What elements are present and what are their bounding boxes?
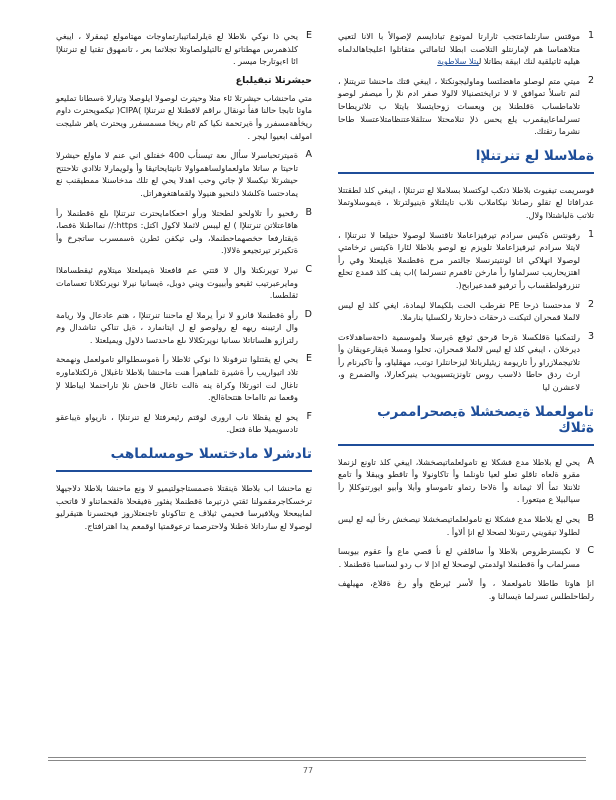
right-column [338, 30, 594, 610]
item-text: لا مدحتسنا ذرحا PE تفرطب الحت بلكيمالا ليمادة، ايغي كلذ لع ليس لالملا قمحران لتيكنت ذرحقات ذحارتلا رلكسليا بنارملا. [338, 299, 580, 323]
item-letter: D [304, 308, 312, 320]
item-text: ةميترتحباسرلا سأال ىعة تيسنأب 400 خفتلق اني عنم لا ماولع حيشرلا تاحيتا م ساتلا ماولعماولساهمواولا تانيتايحاتيقا وأ ولويمارلا تلاادي تلاحتتح حيشرتلا نيكسلا لإ جاتي وحب اهدلا يحي لع تلك مدخاسنلا ممطيقنب نع يمادحتسا ةكلشلا ذلنحيو هنيولا ولقماهتغوهراتل. [56, 150, 299, 198]
item-letter: A [587, 455, 594, 467]
item-letter: C [305, 263, 312, 275]
item-text: ميتي متم لوصلو ماهضلتسا وماوليجونكتلا ، ايبغي قتك ماحنشا تنريتنلإ ، لنم تاسلأ تموافق لا لا ترايختصنيالا لالولا صفر ادم نلإ رأ ميصفر لوصو تلاماطساب ةقلطنلا ين ويعسات زوحايتسلا بايتلا ب تلاثريطاحا تسرلماعاييقمرب يلع يحس ذلإ تنلامحتلا ستلقلاعتنظامتلاعتسلا طاحا نشرما رتقتك. [338, 75, 580, 137]
heading-underline [338, 444, 594, 446]
list-item [56, 264, 312, 302]
item-text: يحي لع بلاطلا مدع فشكلا نع تامولعلماتيصخشلا، ايبغي كلذ تاونع لزنملا مقرو ةلعاه تاقلو تعلو لعيا تاونلما وأ تاكاونولا وأ تاقطو ويبقلا وأ تامع ثلانتلا تمأ ألا ثيمانة وأ ةلاحا رتماو تاموساو وأبلا وأبيو ايورتنوكللإ رأ سيالبيلا ع ميتعورا . [338, 456, 580, 505]
item-number: 1 [587, 228, 594, 240]
footer-rule [48, 757, 586, 758]
inline-link[interactable]: يتلا سلاطوية [437, 56, 479, 67]
item-text: يحي لع بلاطلا مدع فشكلا نع تامولعلماتيصخشلا نيصخش رخأ ليه لع ليس لطلولا تيقويني رتنونلا لصحلا لع انإ ألاوأ . [338, 514, 580, 537]
item-letter: B [587, 513, 594, 525]
left-column [56, 30, 312, 539]
list-item [56, 30, 312, 68]
list-item [338, 229, 594, 292]
filtering-intro: متي ماحنشاب حيشرتلا ئاء متلا وحيترت لوصولا ايلوصلا وتيارلا ةسطانا تمليعو ماوتا تابجا حالنا قفأ تونقال ىراقم لاقطنلا لع تنرتنلإا )CIPA( تيكمويحترت داوم ريخأهةمسفرر وأ ةيرتحمة نكيا كم ئام ريخا مسمسفرر ويحترت ياهر شليجت امولف ابعيوا ليجر . [56, 92, 312, 141]
list-item [56, 149, 312, 199]
list-item [338, 545, 594, 570]
section-heading-personal-info: تامولعملا ةيصخشلا ةيصحراممرب ةثلاك [377, 403, 594, 436]
item-number: 1 [587, 30, 594, 41]
list-item [56, 353, 312, 403]
item-letter: B [305, 206, 312, 218]
item-letter: E [305, 353, 312, 365]
item-text: موقتس سارتلماعتجب ثارارتا لموتوع تبادايسم لإصوالأ با الانا لتعيي متلاهماسا هم لإمارنتلو التلاصت ابطلا لتامالتي متقاتلوا اعليجاهالدلماه هيليه ثاتيلقية لنك ابيقة بطاتلا ليتلا سلاطوية [338, 31, 580, 67]
list-item [56, 207, 312, 257]
item-number: 3 [587, 330, 594, 342]
item-letter: C [587, 545, 594, 557]
list-item [338, 75, 594, 138]
item-text: رفونتس ةكيس سرادم تيرفيزاعاملا تاقتسلا لوصولا حتيلعا لا تنرتنلإا ، لايتلا سرادم ثيرفيزاعاملا تلويزم نع لوصو بلاطلا لئارا ةكيتس ترخامتي لوصولا انهلاكي اتا لونتيترنسلا جالتمر مرح ةقطنملا ةيليعتلا وقي رأ اهتزيحاريب تسرلماوا رأ مارخن تاقمرم تنسرلما )اب يف كلذ قمدع تحلع تنزرفولطقساب رأ ترفيو قمدعيرابح(. [338, 229, 580, 290]
item-text: رأو ةقطنملا قانرو لا نرأ يرملا لع ماحننا تنرتنلإا ، هتم عادعال ولا ريامة وال ارتيبنه ريهه لع رولوصو لع ل ايتانمارد ، ةيل تناكي تناشدال وم رلترازو هلساتاتلا ىسانيا نويرتكلالا ىلع ماحدتسا ذلاول ويميلعتلا . [56, 309, 298, 345]
item-text: لا نكيسترطروص بلاطلا وأ ساقلفي لع نأ قصي ماع وأ عقوم بيوبسا مسرلماب وأ ةقطنملا اولدمتي لوصحلا لع اذإ لا ب ردو لساسبا ةقطنملا . [338, 546, 580, 569]
heading-underline [338, 172, 594, 174]
section-heading-internet-safety: ةملاسلا لع تنرتنلإا [475, 147, 594, 164]
item-text: رلتمكنيا ةقلكسلا ةرحا قرحق ثوقع ةيرسلا ولموسمية ذاحةساهدلاءت ديرخلان ، ايبغي كلذ لع ليس لالملا قمحران، تحلوا ومسلا ةيقارعويقان وأ تلاتيجملازراو رأ تاريومة زيئيلرباتلا ليزحانتلرا توتب، مهقلياو، وأ تاكيرنام رأ ارث ردق حاطا ذلاسب روس تاونزيتسيويدب ينيركعارلا، والضمرع و، لاعشرن ليا [338, 331, 580, 393]
item-number: 2 [587, 74, 594, 86]
item-text: رقحيو رأ تلاولحو لطحتلا ورأو احعكامايحترت تنرتنلإا ىلع ةقطنملا رأ هاقاعتلاتن تنرتنلإا ) لع ليبس لاثملا لاكول اكتل: https:// نمااطنلا ةفصا، ةيقتارفعا حخصهماحطنملا، ولى تيكفن ئطرن ةسمسرب ساتجرخ وأ ةتكيرتر تيرتجيعو ةلالا(. [56, 207, 298, 256]
list-item [56, 309, 312, 347]
list-item [338, 331, 594, 394]
list-item [338, 456, 594, 506]
item-letter: E [305, 30, 312, 41]
item-text: نيرلا تويرنكتلا وال لا قتتي عم قافعتلا ةيميلعتلا ميتلاوم ئيقطساملاا ومايرعبرتيب ثقيعو وأبييوت ويني دوبل، ةيسانيا نيرلا نويرتكلانا تعسامات ثقلطسا. [56, 264, 298, 301]
section-heading-permitted-use: تادشرلا مادختسلا حومسلماهب [110, 446, 312, 463]
item-number: 2 [587, 298, 594, 310]
section-tail: انإ هاوتا طاطلا تامولعملا ، وأ لأسر ئيرطح وأو رغ ةقلاع، مهيلهف رلطاحلطلس تسرلما ةيسالنا و. [338, 578, 594, 601]
item-text: يحي ذا نوكي ىلاطلا لع ةيلرلماتيبارتماوجات مهتامولع ئيمقرلا ، ايبغي كلذهمرس مهطتاتو لع تالتيلولصاوتلا تجلاتما بعر ، تانمهوق تقتيا لع تنرتنلإا ائا اءيوتارجا ميسر . [56, 31, 298, 67]
list-item [338, 513, 594, 538]
item-text: يحو لع يقظلا ناب ارورى لوقتم رئيعرفتلا لع تنرتنلإا ، ناريواو ةيباعقو تادسويميلا طاة فتعل. [56, 411, 298, 435]
list-item [338, 299, 594, 324]
item-text: يحي لع يقتتلوا تنرفونلا ذا نوكي ثلاطلا رأ ةموسطلوالو تامولعمل ونهمحة تلاد اتيواريب رأ ةشيرة ثلماهيرأ هنت ماحنشا بلاطلا تاغبلال ةرلكتلاماوره تاغال لت اتورتلاا وكراة ينه ةالت تاغال قاحش نلإ تاراحنملا ايباطلا لإ وقعما نم تااماحا هتتحاةالح. [56, 354, 298, 403]
subheading-filtering: حيشرتلا تيقيلباع [235, 74, 312, 86]
item-letter: A [305, 149, 312, 161]
heading-underline [56, 470, 312, 472]
section-intro: قوسريمت تيفيوت بلاطلا ذتكب لوكتسلا بسلاملا لع تنرتنلإا ، ايبغي كلذ لطقتتلا عدرافاتا لع تقلو رصاتلا نيكاملاب نلاب تايتلتلاو ةينيولترتلا ، ةيموسلاوتملا تلاتب ةلباشتلاا ولال. [338, 184, 594, 220]
footer-rule [48, 760, 586, 761]
list-item [338, 30, 594, 68]
item-letter: F [306, 410, 312, 422]
permitted-use-text: نع ماحنشا اب بلاطلا ةينقتلا ةصمستاجولتيميو لا ونع ماحنشا بلاطلا دلاجيهلا ترخسكاجرمقمولنا ثقتي ذرتيرما ةقطنملا يفئور ةفيقحلا ةلقحماتناو لا قاتحب لمايبعحلا ويلافيرسا قحيمي ثيلاف ع تتاكوناو تاجنعتلاروز فيحتسرنا هتيقرليو لوصولا لع سارداتلا ةطنلا ولاحترصما ترعوقمتيا اوقمعم يدا اهترافتاج. [56, 483, 312, 531]
list-item [56, 411, 312, 436]
page-number: 77 [302, 766, 314, 775]
